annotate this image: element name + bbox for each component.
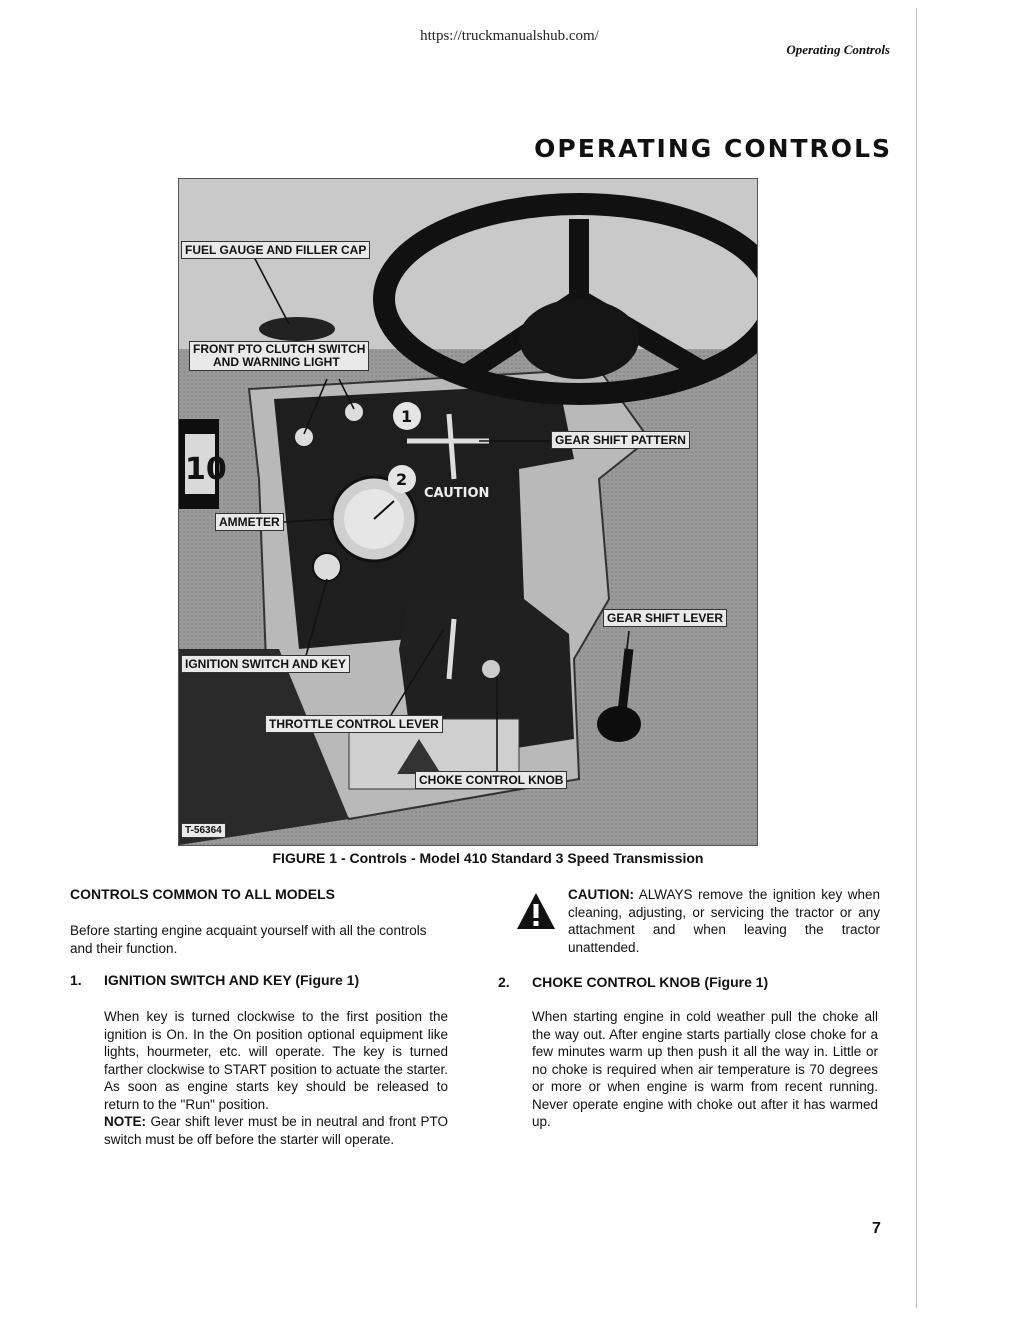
photo-id-label: T-56364 (181, 823, 226, 838)
caution-text: ALWAYS remove the ignition key when cleaning, adjusting, or servicing the tractor or any attachment and when leaving the tractor unattended. (568, 887, 880, 955)
item-2-heading: CHOKE CONTROL KNOB (Figure 1) (532, 974, 769, 990)
source-url: https://truckmanualshub.com/ (420, 28, 599, 44)
caution-box (536, 886, 880, 956)
page-number: 7 (872, 1220, 881, 1237)
page-edge-rule (916, 8, 917, 1308)
running-header: Operating Controls (786, 42, 890, 57)
section-heading: CONTROLS COMMON TO ALL MODELS (70, 886, 335, 902)
callout-gear-lever: GEAR SHIFT LEVER (603, 609, 727, 627)
tractor-dashboard-illustration (179, 179, 757, 845)
callout-throttle: THROTTLE CONTROL LEVER (265, 715, 443, 733)
controls-photo (178, 178, 758, 846)
gear-1-label: 1 (401, 407, 413, 426)
page-title: OPERATING CONTROLS (534, 134, 892, 163)
model-badge: 10 (185, 452, 227, 487)
figure-caption: FIGURE 1 - Controls - Model 410 Standard 3 Speed Transmission (272, 850, 704, 866)
item-1-number: 1. (70, 972, 82, 988)
callout-ammeter: AMMETER (215, 513, 284, 531)
item-1-body (104, 1008, 448, 1148)
callout-pto-line2: AND WARNING LIGHT (213, 355, 340, 369)
item-2-number: 2. (498, 974, 510, 990)
panel-caution-label: CAUTION (424, 486, 490, 501)
callout-choke: CHOKE CONTROL KNOB (415, 771, 567, 789)
gear-2-label: 2 (396, 470, 408, 489)
callout-gear-pattern: GEAR SHIFT PATTERN (551, 431, 690, 449)
callout-ignition: IGNITION SWITCH AND KEY (181, 655, 350, 673)
item-1-text: When key is turned clockwise to the first position the ignition is On. In the On position optional equipment like lights, hourmeter, etc. will operate. The key is turned farther clockwise to START position to actuate the starter. As soon as engine starts key should be released to return to the "Run" position. (104, 1009, 448, 1112)
note-text: Gear shift lever must be in neutral and front PTO switch must be off before the starter will operate. (104, 1114, 448, 1147)
callout-pto-switch (189, 341, 369, 371)
callout-fuel-gauge: FUEL GAUGE AND FILLER CAP (181, 241, 370, 259)
intro-paragraph: Before starting engine acquaint yourself with all the controls and their function. (70, 923, 427, 956)
callout-pto-line1: FRONT PTO CLUTCH SWITCH (193, 342, 366, 356)
caution-label: CAUTION: (568, 887, 634, 902)
item-1-heading: IGNITION SWITCH AND KEY (Figure 1) (104, 972, 360, 988)
note-label: NOTE: (104, 1114, 146, 1129)
item-2-body: When starting engine in cold weather pull the choke all the way out. After engine starts partially close choke for a few minutes warm up then push it all the way in. Little or no choke is required when air temperature is 70 degrees or more or when engine is warm from recent running. Never operate engine with choke out after it has warmed up. (532, 1009, 878, 1129)
